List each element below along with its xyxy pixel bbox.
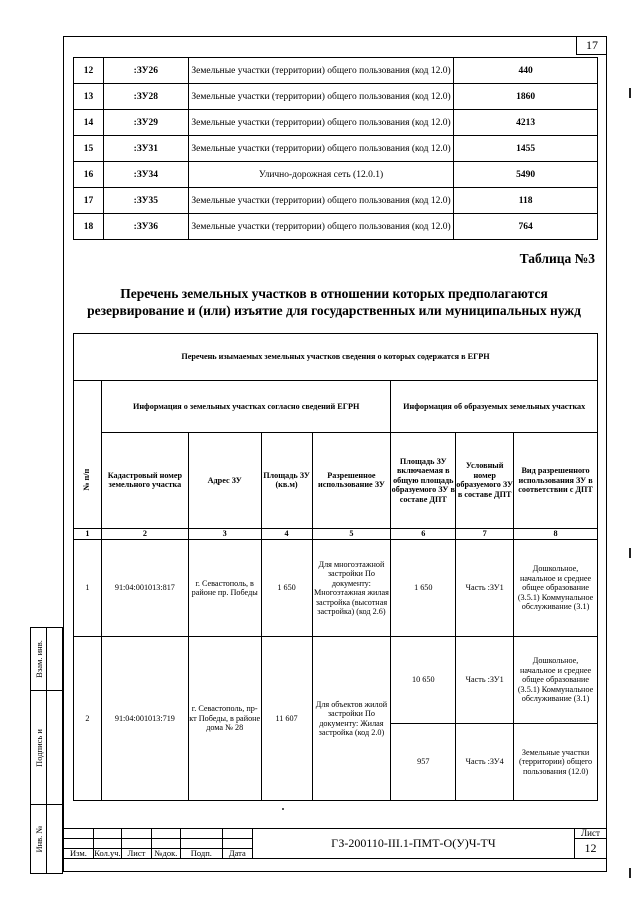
stamp-cell <box>93 839 121 849</box>
page-number-top: 17 <box>576 36 607 55</box>
row-no: 2 <box>74 637 102 801</box>
stamp-col-label: Лист <box>121 849 151 859</box>
row-use: Улично-дорожная сеть (12.0.1) <box>188 162 453 188</box>
stamp-cell <box>121 829 151 839</box>
table3-label: Таблица №3 <box>519 251 595 266</box>
row-use: Земельные участки (территории) общего пользования (код 12.0) <box>188 110 453 136</box>
row-num: 16 <box>74 162 104 188</box>
col-no-header <box>74 432 102 529</box>
stamp-col-label: Дата <box>222 849 252 859</box>
col-area-header: Площадь ЗУ (кв.м) <box>261 432 312 529</box>
col-area-dpt-header: Площадь ЗУ включаемая в общую площадь образуемого ЗУ в составе ДПТ <box>391 432 456 529</box>
stamp-col-label: Изм. <box>64 849 94 859</box>
row-zu: :ЗУ34 <box>103 162 188 188</box>
col-kind-header: Вид разрешенного использования ЗУ в соответствии с ДПТ <box>514 432 598 529</box>
group-new-header: Информация об образуемых земельных участках <box>391 381 598 433</box>
row-num: 17 <box>74 188 104 214</box>
stamp-col-label: Кол.уч. <box>94 848 121 858</box>
side-blank <box>47 805 63 874</box>
row-num: 18 <box>74 214 104 240</box>
stamp-cell <box>64 829 94 839</box>
table-row <box>74 110 598 136</box>
table3-caption: Перечень изымаемых земельных участков сведения о которых содержатся в ЕГРН <box>74 334 598 381</box>
row-use: Земельные участки (территории) общего пользования (код 12.0) <box>188 84 453 110</box>
row-area-dpt: 10 650 <box>391 637 456 724</box>
side-label-vzam: Взам. инв. <box>33 640 44 678</box>
table-row <box>74 188 598 214</box>
col-kad-header: Кадастровый номер земельного участка <box>101 432 188 529</box>
col-num: 6 <box>391 529 456 540</box>
edge-mark <box>629 548 631 558</box>
row-use: Земельные участки (территории) общего пользования (код 12.0) <box>188 214 453 240</box>
sheet-number: 12 <box>574 839 606 859</box>
side-label-podpis: Подпись и <box>33 728 44 767</box>
row-num: 13 <box>74 84 104 110</box>
speck <box>282 808 284 810</box>
col-num: 1 <box>74 529 102 540</box>
table-row <box>74 58 598 84</box>
title-block <box>63 828 607 859</box>
row-use: Земельные участки (территории) общего пользования (код 12.0) <box>188 136 453 162</box>
col-num: 5 <box>312 529 391 540</box>
table-row <box>74 162 598 188</box>
side-blank <box>47 691 63 805</box>
stamp-cell <box>93 829 121 839</box>
row-zu: :ЗУ35 <box>103 188 188 214</box>
row-num: 12 <box>74 58 104 84</box>
table3-title: Перечень земельных участков в отношении которых предполагаются резервирование и (или) изъятие для государственных или муниципальных нужд <box>87 286 581 318</box>
row-use: Для многоэтажной застройки По документу: Многоэтажная жилая застройка (высотная застройка) (код 2.6) <box>312 540 391 637</box>
row-kad: 91:04:001013:719 <box>101 637 188 801</box>
col-num: 7 <box>456 529 514 540</box>
side-label-inv: Инв. № <box>33 825 44 853</box>
row-cond: Часть :ЗУ1 <box>456 540 514 637</box>
row-zu: :ЗУ26 <box>103 58 188 84</box>
stamp-cell <box>180 839 222 849</box>
row-area: 1860 <box>454 84 598 110</box>
row-addr: г. Севастополь, пр-кт Победы, в районе дома № 28 <box>188 637 261 801</box>
table-row <box>74 540 598 637</box>
col-num: 3 <box>188 529 261 540</box>
side-label-cell <box>31 805 47 874</box>
row-area: 440 <box>454 58 598 84</box>
side-label-cell <box>31 691 47 805</box>
row-kad: 91:04:001013:817 <box>101 540 188 637</box>
row-use: Земельные участки (территории) общего пользования (код 12.0) <box>188 58 453 84</box>
edge-mark <box>629 88 631 98</box>
row-use: Земельные участки (территории) общего пользования (код 12.0) <box>188 188 453 214</box>
stamp-cell <box>64 839 94 849</box>
stamp-cell <box>151 829 180 839</box>
table3 <box>73 333 598 801</box>
document-code: ГЗ-200110-III.1-ПМТ-О(У)Ч-ТЧ <box>252 829 574 859</box>
row-no: 1 <box>74 540 102 637</box>
col-num: 2 <box>101 529 188 540</box>
col-cond-header: Условный номер образуемого ЗУ в составе ДПТ <box>456 432 514 529</box>
row-area: 118 <box>454 188 598 214</box>
row-addr: г. Севастополь, в районе пр. Победы <box>188 540 261 637</box>
table-row <box>74 214 598 240</box>
col-no-label: № п/п <box>82 469 92 491</box>
row-area: 5490 <box>454 162 598 188</box>
row-area-dpt: 957 <box>391 724 456 801</box>
table-row <box>74 136 598 162</box>
row-kind: Земельные участки (территории) общего пользования (12.0) <box>514 724 598 801</box>
row-zu: :ЗУ28 <box>103 84 188 110</box>
row-cond: Часть :ЗУ1 <box>456 637 514 724</box>
stamp-cell <box>180 829 222 839</box>
col-num: 8 <box>514 529 598 540</box>
row-zu: :ЗУ31 <box>103 136 188 162</box>
row-kind: Дошкольное, начальное и среднее общее образование (3.5.1) Коммунальное обслуживание (3.1) <box>514 540 598 637</box>
col-use-header: Разрешенное использование ЗУ <box>312 432 391 529</box>
row-area-dpt: 1 650 <box>391 540 456 637</box>
side-stamp <box>30 627 63 874</box>
row-use: Для объектов жилой застройки По документу: Жилая застройка (код 2.0) <box>312 637 391 801</box>
table-row <box>74 84 598 110</box>
edge-mark <box>629 868 631 878</box>
top-table <box>73 57 598 240</box>
sheet-label: Лист <box>574 829 606 839</box>
row-area: 764 <box>454 214 598 240</box>
row-zu: :ЗУ36 <box>103 214 188 240</box>
stamp-col-label: Подп. <box>180 849 222 859</box>
row-num: 14 <box>74 110 104 136</box>
col-addr-header: Адрес ЗУ <box>188 432 261 529</box>
row-num: 15 <box>74 136 104 162</box>
row-zu: :ЗУ29 <box>103 110 188 136</box>
row-cond: Часть :ЗУ4 <box>456 724 514 801</box>
group-egrn-header: Информация о земельных участках согласно сведений ЕГРН <box>101 381 390 433</box>
row-area: 1455 <box>454 136 598 162</box>
table-row <box>74 637 598 724</box>
stamp-col-label: №док. <box>151 849 180 859</box>
table3-corner-cell <box>74 381 102 433</box>
col-num: 4 <box>261 529 312 540</box>
row-area: 1 650 <box>261 540 312 637</box>
row-area: 4213 <box>454 110 598 136</box>
stamp-cell <box>151 839 180 849</box>
stamp-cell <box>222 829 252 839</box>
row-area: 11 607 <box>261 637 312 801</box>
stamp-cell <box>222 839 252 849</box>
row-kind: Дошкольное, начальное и среднее общее образование (3.5.1) Коммунальное обслуживание (3.1) <box>514 637 598 724</box>
stamp-cell <box>121 839 151 849</box>
side-label-cell <box>31 628 47 691</box>
side-blank <box>47 628 63 691</box>
